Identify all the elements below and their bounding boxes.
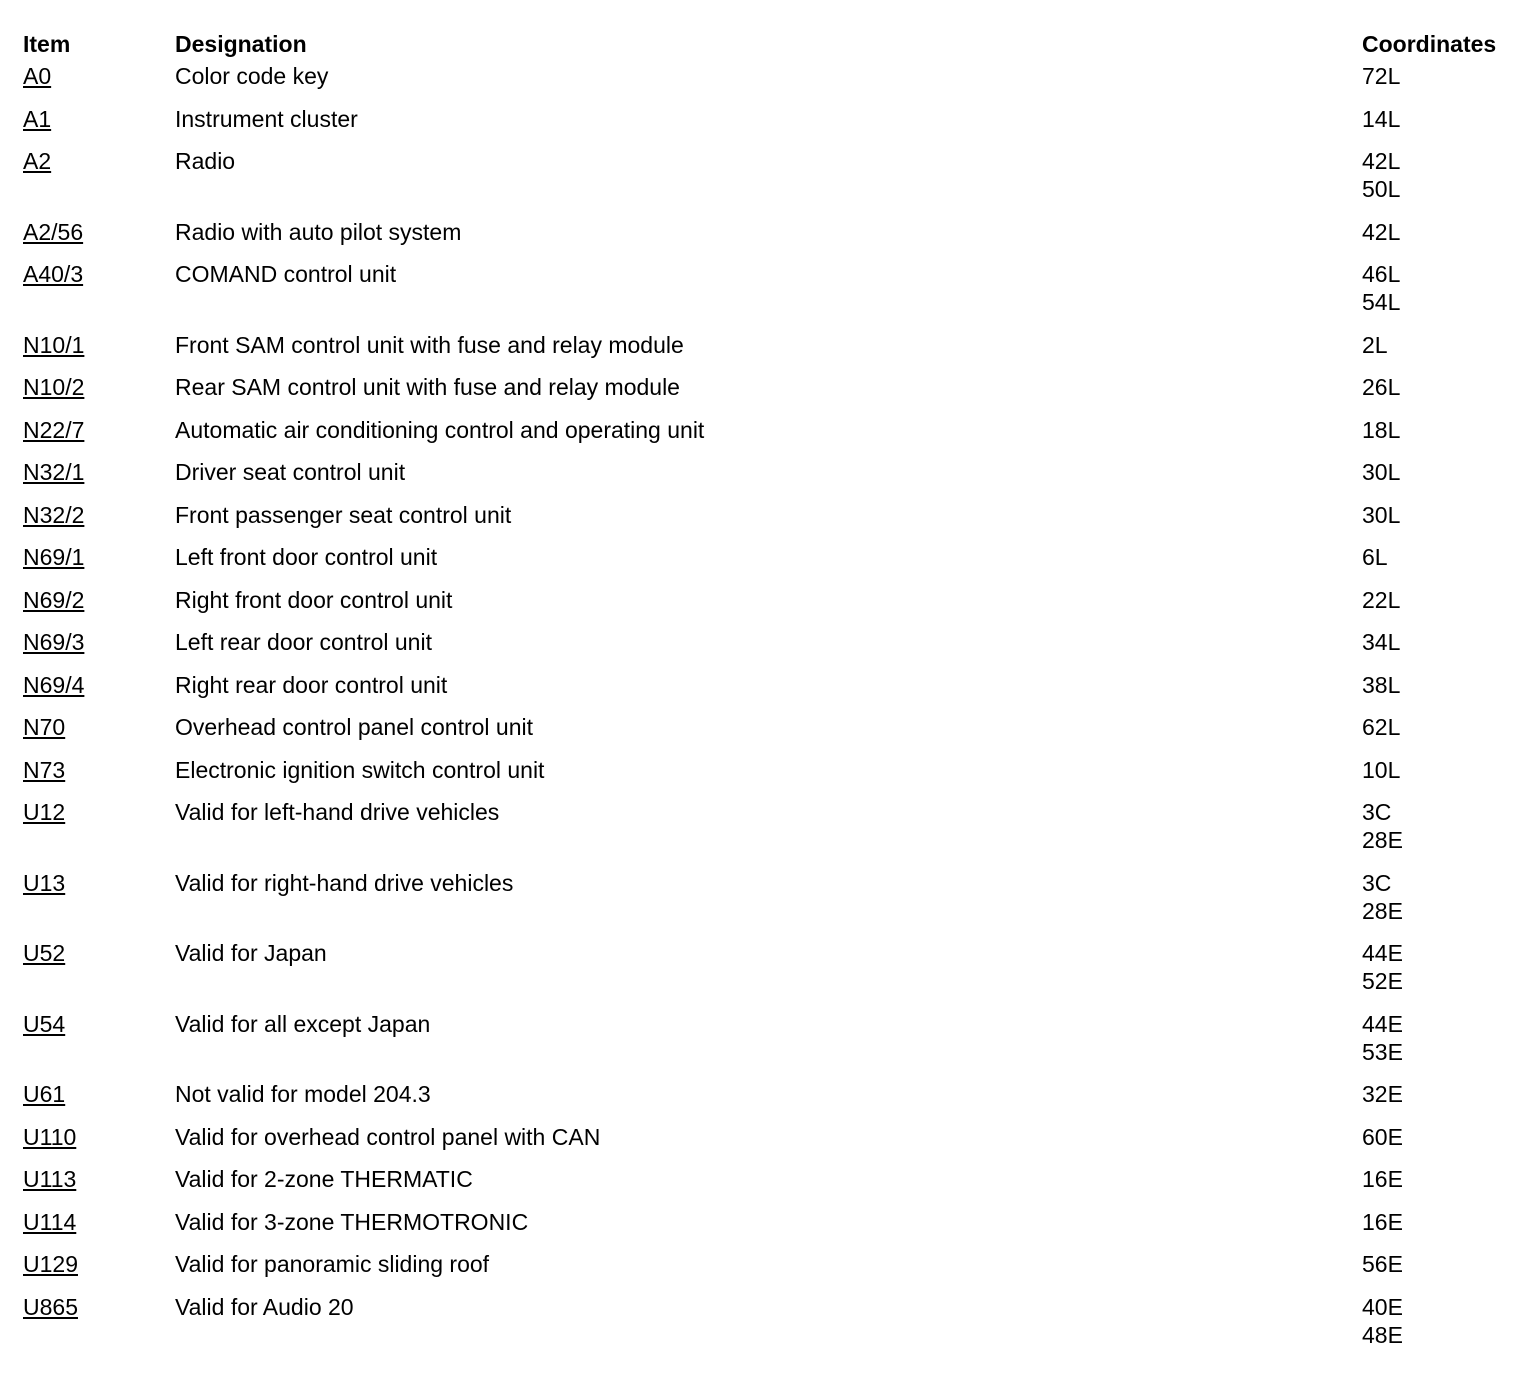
table-header [23,26,1523,62]
table-row [23,628,1523,671]
item-link[interactable]: U129 [23,1251,78,1277]
designation-cell: Front passenger seat control unit [175,501,512,528]
coordinates-cell [1362,105,1523,148]
item-link[interactable]: U12 [23,799,66,825]
table-row [23,62,1523,105]
designation-cell: Valid for panoramic sliding roof [175,1251,490,1277]
item-link[interactable]: U114 [23,1208,77,1235]
designation-cell: Driver seat control unit [175,459,406,485]
item-cell [23,373,175,416]
designation-cell: Color code key [175,63,329,89]
coordinate-value: 44E [1362,940,1403,966]
table-row [23,671,1523,714]
coordinates-cell [1362,1165,1523,1208]
item-cell [23,218,175,261]
item-link[interactable]: N73 [23,756,66,783]
designation-cell: Valid for left-hand drive vehicles [175,799,500,825]
item-cell [23,458,175,501]
column-header-item: Item [23,31,71,57]
table-row [23,1208,1523,1251]
designation-cell: Valid for Audio 20 [175,1293,354,1320]
item-cell [23,1293,175,1364]
coordinates-cell [1362,1123,1523,1166]
item-link[interactable]: A2 [23,148,52,174]
coordinate-value: 52E [1362,968,1403,994]
designation-cell: Right rear door control unit [175,671,448,698]
table-row [23,543,1523,586]
table-row [23,756,1523,799]
item-cell [23,939,175,1010]
designation-cell: Valid for 2-zone THERMATIC [175,1166,473,1192]
designation-cell: Rear SAM control unit with fuse and relay module [175,374,680,400]
item-link[interactable]: A2/56 [23,218,84,245]
coordinates-cell [1362,798,1523,869]
coordinates-cell [1362,543,1523,586]
coordinate-value: 16E [1362,1166,1403,1192]
table-row [23,869,1523,940]
designation-cell: Valid for 3-zone THERMOTRONIC [175,1208,529,1235]
table-row [23,798,1523,869]
coordinates-cell [1362,458,1523,501]
coordinates-cell [1362,628,1523,671]
coordinate-value: 2L [1362,331,1388,358]
item-cell [23,869,175,940]
table-row [23,105,1523,148]
coordinate-value: 46L [1362,261,1401,287]
item-cell [23,628,175,671]
coordinates-cell [1362,713,1523,756]
item-link[interactable]: N69/4 [23,671,85,698]
coordinate-value: 3C [1362,869,1392,896]
legend-table [23,26,1523,1363]
item-link[interactable]: U54 [23,1010,66,1037]
designation-cell: Automatic air conditioning control and operating unit [175,416,705,443]
table-row [23,416,1523,459]
coordinates-cell [1362,1250,1523,1293]
table-row [23,331,1523,374]
coordinates-cell [1362,1293,1523,1364]
coordinate-value: 62L [1362,714,1401,740]
coordinate-value: 6L [1362,544,1388,570]
designation-cell: Electronic ignition switch control unit [175,756,545,783]
table-row [23,147,1523,218]
coordinate-value: 14L [1362,105,1401,132]
coordinate-value: 53E [1362,1038,1403,1065]
item-cell [23,798,175,869]
coordinate-value: 38L [1362,671,1401,698]
coordinate-value: 28E [1362,827,1403,853]
designation-cell: Valid for Japan [175,940,327,966]
coordinate-value: 10L [1362,756,1401,783]
coordinates-cell [1362,671,1523,714]
item-link[interactable]: N10/2 [23,374,85,400]
item-link[interactable]: U13 [23,869,66,896]
table-row [23,1123,1523,1166]
coordinate-value: 18L [1362,416,1401,443]
item-cell [23,543,175,586]
item-link[interactable]: N22/7 [23,416,85,443]
coordinate-value: 32E [1362,1081,1403,1107]
coordinates-cell [1362,416,1523,459]
coordinate-value: 30L [1362,501,1401,528]
item-cell [23,1010,175,1081]
coordinate-value: 40E [1362,1293,1403,1320]
designation-cell: Left front door control unit [175,544,438,570]
item-cell [23,1208,175,1251]
item-cell [23,756,175,799]
table-row [23,1250,1523,1293]
item-link[interactable]: N69/3 [23,629,85,655]
designation-cell: Right front door control unit [175,586,453,613]
item-cell [23,1165,175,1208]
item-cell [23,331,175,374]
item-link[interactable]: U113 [23,1166,77,1192]
coordinate-value: 72L [1362,63,1401,89]
table-row [23,586,1523,629]
coordinates-cell [1362,331,1523,374]
item-link[interactable]: N69/1 [23,544,85,570]
table-body [23,62,1523,1363]
coordinate-value: 50L [1362,176,1401,202]
coordinate-value: 44E [1362,1010,1403,1037]
table-row [23,939,1523,1010]
item-link[interactable]: U110 [23,1123,77,1150]
header-row [23,26,1523,62]
item-cell [23,713,175,756]
coordinate-value: 22L [1362,586,1401,613]
table-row [23,260,1523,331]
coordinates-cell [1362,260,1523,331]
item-cell [23,62,175,105]
designation-cell: Radio [175,148,236,174]
designation-cell: COMAND control unit [175,261,397,287]
table-row [23,458,1523,501]
coordinates-cell [1362,501,1523,544]
item-link[interactable]: A0 [23,63,52,89]
item-cell [23,501,175,544]
column-header-coordinates: Coordinates [1362,31,1497,57]
designation-cell: Radio with auto pilot system [175,218,462,245]
coordinates-cell [1362,1080,1523,1123]
designation-cell: Not valid for model 204.3 [175,1081,431,1107]
item-link[interactable]: U61 [23,1081,66,1107]
coordinates-cell [1362,756,1523,799]
column-header-designation: Designation [175,31,307,57]
coordinates-cell [1362,586,1523,629]
coordinates-cell [1362,869,1523,940]
item-cell [23,671,175,714]
coordinate-value: 3C [1362,799,1392,825]
coordinate-value: 42L [1362,148,1401,174]
table-row [23,1080,1523,1123]
designation-cell: Valid for right-hand drive vehicles [175,869,514,896]
item-link[interactable]: N70 [23,714,66,740]
coordinates-cell [1362,373,1523,416]
item-link[interactable]: A40/3 [23,261,84,287]
coordinate-value: 54L [1362,289,1401,315]
item-link[interactable]: N32/1 [23,459,85,485]
table-row [23,1165,1523,1208]
table-row [23,713,1523,756]
table-row [23,501,1523,544]
table-row [23,218,1523,261]
designation-cell: Overhead control panel control unit [175,714,533,740]
item-link[interactable]: N10/1 [23,331,85,358]
coordinates-cell [1362,147,1523,218]
item-link[interactable]: U52 [23,940,66,966]
designation-cell: Front SAM control unit with fuse and relay module [175,331,684,358]
coordinate-value: 34L [1362,629,1401,655]
coordinate-value: 56E [1362,1251,1403,1277]
coordinates-cell [1362,1010,1523,1081]
coordinate-value: 28E [1362,897,1403,924]
coordinate-value: 30L [1362,459,1401,485]
item-cell [23,1123,175,1166]
coordinate-value: 16E [1362,1208,1403,1235]
item-cell [23,260,175,331]
item-cell [23,416,175,459]
item-cell [23,147,175,218]
item-cell [23,1250,175,1293]
coordinates-cell [1362,62,1523,105]
table-row [23,373,1523,416]
coordinates-cell [1362,218,1523,261]
table-row [23,1293,1523,1364]
coordinates-cell [1362,939,1523,1010]
coordinate-value: 60E [1362,1123,1403,1150]
coordinates-cell [1362,1208,1523,1251]
designation-cell: Valid for all except Japan [175,1010,431,1037]
item-cell [23,1080,175,1123]
item-cell [23,586,175,629]
item-link[interactable]: N69/2 [23,586,85,613]
table-row [23,1010,1523,1081]
designation-cell: Valid for overhead control panel with CAN [175,1123,601,1150]
designation-cell: Instrument cluster [175,105,358,132]
coordinate-value: 42L [1362,218,1401,245]
item-link[interactable]: N32/2 [23,501,85,528]
item-link[interactable]: A1 [23,105,52,132]
item-cell [23,105,175,148]
coordinate-value: 26L [1362,374,1401,400]
item-link[interactable]: U865 [23,1293,78,1320]
coordinate-value: 48E [1362,1321,1403,1348]
designation-cell: Left rear door control unit [175,629,432,655]
